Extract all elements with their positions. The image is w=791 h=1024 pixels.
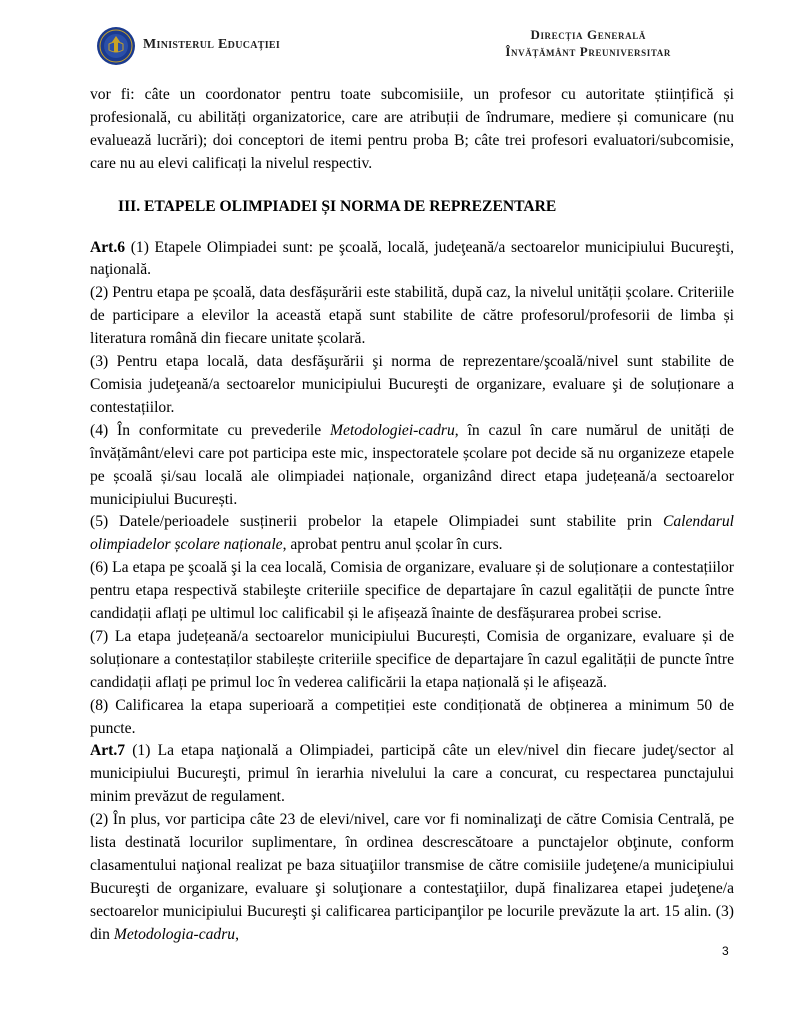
art6-p1-text: (1) Etapele Olimpiadei sunt: pe şcoală, locală, judeţeană/a sectoarelor municipiului Bucureşti, naţională.: [90, 238, 734, 279]
art7-paragraph-2: [90, 809, 734, 946]
art6-p4-text-b: , în cazul în care numărul de unități de învățământ/elevi care pot participa este mic, inspectoratele școlare pot decide să nu organizeze etapele pe școală și/sau locală ale olimpiadei naționale, organizând direct etapa județeană/a sectoarelor municipiului București.: [90, 421, 734, 508]
page-number: 3: [722, 944, 729, 958]
art7-label: Art.7: [90, 742, 126, 760]
document-body: [90, 84, 734, 947]
art6-paragraph-6: (6) La etapa pe şcoală şi la cea locală, Comisia de organizare, evaluare și de soluționare a contestațiilor pentru etapa respectivă stabileşte criteriile specifice de departajare în cazul egalității de puncte între candidații aflați pe ultimul loc calificabil și le afișează înainte de desfășurarea probei scrise.: [90, 559, 734, 623]
art6-p5-text-a: (5) Datele/perioadele susținerii probelor la etapele Olimpiadei sunt stabilite prin: [90, 513, 663, 531]
art6-paragraph-2: (2) Pentru etapa pe școală, data desfășurării este stabilită, după caz, la nivelul unității școlare. Criteriile de participare a elevilor la această etapă sunt stabilite de către profesorul/profesorii de limba și literatura română din fiecare unitate școlară.: [90, 284, 734, 348]
art6-paragraph-8: (8) Calificarea la etapa superioară a competiției este condiționată de obținerea a minimum 50 de puncte.: [90, 696, 734, 737]
ministry-name: Ministerul Educației: [143, 37, 281, 52]
directorate-line-1: Direcția Generală: [530, 27, 646, 42]
page-header: [0, 0, 791, 80]
art6-p5-text-b: , aprobat pentru anul școlar în curs.: [282, 536, 503, 554]
art6-paragraph-7: (7) La etapa județeană/a sectoarelor municipiului București, Comisia de organizare, evaluare și de soluționare a contestaților stabilește criteriile specifice de departajare în cazul egalității de puncte între candidații aflați pe primul loc în vederea calificării la etapa națională și le afișează.: [90, 627, 734, 691]
art6-label: Art.6: [90, 238, 126, 256]
directorate-line-2: Învățământ Preuniversitar: [505, 44, 671, 59]
section-heading: III. ETAPELE OLIMPIADEI ȘI NORMA DE REPREZENTARE: [118, 197, 557, 215]
art6-p4-italic: Metodologiei-cadru: [330, 421, 455, 439]
art6-p4-text-a: (4) În conformitate cu prevederile: [90, 421, 331, 439]
art6-paragraph-1: [90, 237, 734, 283]
art6-paragraph-3: (3) Pentru etapa locală, data desfăşurării şi norma de reprezentare/şcoală/nivel sunt stabilite de Comisia judeţeană/a sectoarelor municipiului Bucureşti de organizare, evaluare şi de soluționare a contestațiilor.: [90, 353, 734, 416]
art7-p2-italic: Metodologia-cadru: [113, 925, 236, 943]
directorate-name: [505, 26, 671, 60]
intro-paragraph: vor fi: câte un coordonator pentru toate subcomisiile, un profesor cu autoritate științifică și profesională, cu abilități organizatorice, care are atribuții de îndrumare, mediere și comunicare (nu evaluează lucrări); doi conceptori de itemi pentru proba B; câte trei profesori evaluatori/subcomisie, care nu au elevi calificați la nivelul respectiv.: [90, 86, 734, 172]
art6-paragraph-4: [90, 420, 734, 512]
ministry-logo-icon: [96, 26, 136, 66]
art7-p2-text-a: (2) În plus, vor participa câte 23 de elevi/nivel, care vor fi nominalizaţi de către Comisia Centrală, pe lista destinată locurilor suplimentare, în ordinea descrescătoare a punctajelor obţinute, conform clasamentului naţional realizat pe baza situaţiilor transmise de către comisiile judeţene/a municipiului Bucureşti de organizare, evaluare şi soluţionare a contestaţiilor, după finalizarea etapei judeţene/a sectoarelor municipiului Bucureşti şi calificarea participanţilor pe locurile prevăzute la art. 15 alin. (3) din: [90, 811, 734, 943]
art6-paragraph-5: [90, 511, 734, 557]
art7-paragraph-1: [90, 740, 734, 809]
art7-p2-text-b: ,: [235, 925, 239, 943]
art7-p1-text: (1) La etapa naţională a Olimpiadei, participă câte un elev/nivel din fiecare judeţ/sector al municipiului Bucureşti, primul în ierarhia nivelului la care a concurat, cu respectarea punctajului minim prevăzut de regulament.: [90, 742, 734, 806]
art6-p5-italic: Calendarul olimpiadelor școlare naționale: [90, 513, 734, 554]
